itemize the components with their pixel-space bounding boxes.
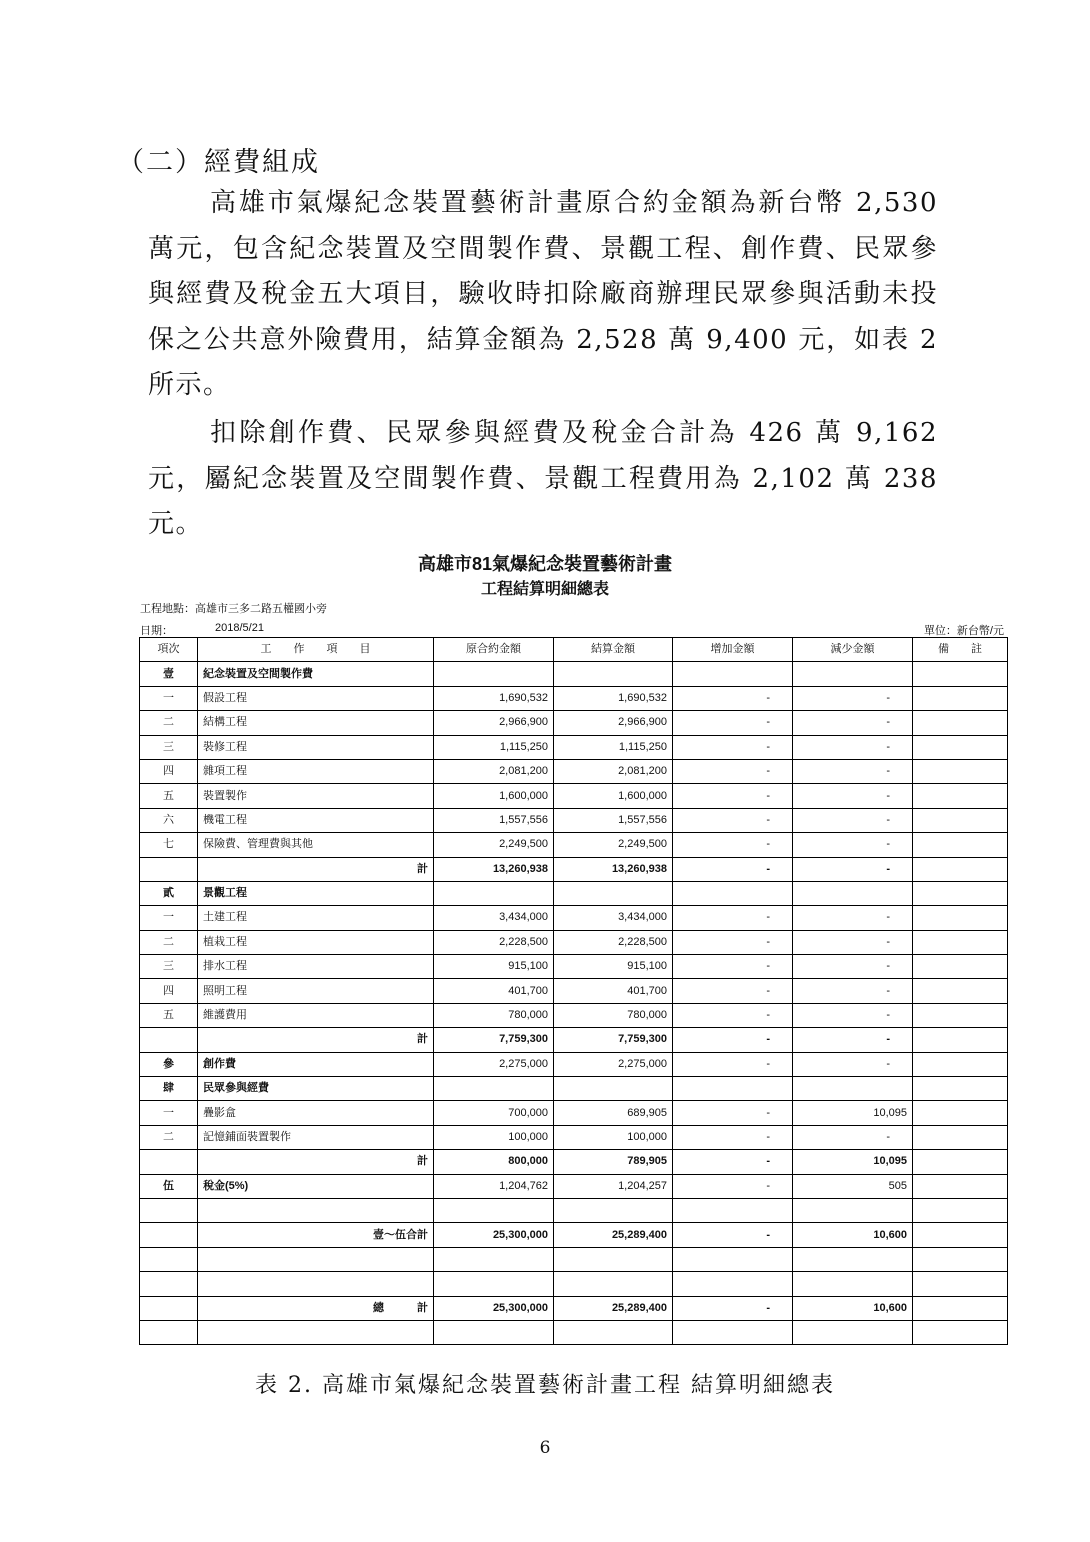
item-no-cell — [140, 1198, 198, 1222]
item-no-cell: 五 — [140, 1003, 198, 1027]
table-row — [140, 1223, 1008, 1247]
decrease-amount-cell: 10,095 — [793, 1150, 913, 1174]
original-amount-cell: 1,115,250 — [434, 735, 554, 759]
table-row — [140, 906, 1008, 930]
table-row — [140, 833, 1008, 857]
table-row — [140, 808, 1008, 832]
work-item-cell: 植栽工程 — [198, 930, 434, 954]
table-row — [140, 1272, 1008, 1296]
decrease-amount-cell: - — [793, 857, 913, 881]
settled-amount-cell: 3,434,000 — [554, 906, 673, 930]
settled-amount-cell: 2,081,200 — [554, 759, 673, 783]
table-row — [140, 1150, 1008, 1174]
item-no-cell: 肆 — [140, 1077, 198, 1101]
settled-amount-cell: 1,557,556 — [554, 808, 673, 832]
item-no-cell: 二 — [140, 930, 198, 954]
work-item-cell: 計 — [198, 857, 434, 881]
original-amount-cell: 401,700 — [434, 979, 554, 1003]
original-amount-cell: 800,000 — [434, 1150, 554, 1174]
work-item-cell: 假設工程 — [198, 686, 434, 710]
settled-amount-cell — [554, 1320, 673, 1344]
work-item-cell: 總 計 — [198, 1296, 434, 1320]
work-item-cell: 照明工程 — [198, 979, 434, 1003]
table-row — [140, 1198, 1008, 1222]
increase-amount-cell — [673, 662, 793, 686]
header-remarks: 備 註 — [913, 638, 1008, 662]
decrease-amount-cell — [793, 1077, 913, 1101]
settled-amount-cell — [554, 1198, 673, 1222]
settled-amount-cell: 915,100 — [554, 955, 673, 979]
table-row — [140, 686, 1008, 710]
item-no-cell: 三 — [140, 955, 198, 979]
work-item-cell — [198, 1272, 434, 1296]
decrease-amount-cell: - — [793, 955, 913, 979]
increase-amount-cell — [673, 881, 793, 905]
table-row — [140, 1077, 1008, 1101]
increase-amount-cell: - — [673, 979, 793, 1003]
work-item-cell: 保險費、管理費與其他 — [198, 833, 434, 857]
date-label: 日期： — [140, 625, 173, 637]
decrease-amount-cell: 505 — [793, 1174, 913, 1198]
remarks-cell — [913, 979, 1008, 1003]
decrease-amount-cell: - — [793, 686, 913, 710]
table-row — [140, 784, 1008, 808]
work-item-cell: 計 — [198, 1150, 434, 1174]
original-amount-cell: 7,759,300 — [434, 1028, 554, 1052]
increase-amount-cell: - — [673, 1003, 793, 1027]
increase-amount-cell: - — [673, 686, 793, 710]
original-amount-cell: 915,100 — [434, 955, 554, 979]
original-amount-cell — [434, 1247, 554, 1271]
table-row — [140, 1052, 1008, 1076]
increase-amount-cell — [673, 1077, 793, 1101]
original-amount-cell: 1,690,532 — [434, 686, 554, 710]
original-amount-cell — [434, 1272, 554, 1296]
decrease-amount-cell: - — [793, 979, 913, 1003]
table-row — [140, 759, 1008, 783]
item-no-cell — [140, 1272, 198, 1296]
item-no-cell: 伍 — [140, 1174, 198, 1198]
table-row — [140, 1125, 1008, 1149]
increase-amount-cell — [673, 1272, 793, 1296]
work-item-cell — [198, 1320, 434, 1344]
increase-amount-cell — [673, 1320, 793, 1344]
table-row — [140, 1028, 1008, 1052]
increase-amount-cell — [673, 1198, 793, 1222]
settled-amount-cell: 2,249,500 — [554, 833, 673, 857]
original-amount-cell: 25,300,000 — [434, 1296, 554, 1320]
decrease-amount-cell: - — [793, 1003, 913, 1027]
decrease-amount-cell: - — [793, 759, 913, 783]
table-row — [140, 1296, 1008, 1320]
increase-amount-cell: - — [673, 930, 793, 954]
table-row — [140, 1247, 1008, 1271]
increase-amount-cell: - — [673, 1296, 793, 1320]
table-subtitle: 工程結算明細總表 — [480, 581, 609, 598]
decrease-amount-cell: - — [793, 735, 913, 759]
table-row — [140, 979, 1008, 1003]
remarks-cell — [913, 1101, 1008, 1125]
original-amount-cell — [434, 1320, 554, 1344]
item-no-cell — [140, 1247, 198, 1271]
remarks-cell — [913, 662, 1008, 686]
settled-amount-cell: 1,204,257 — [554, 1174, 673, 1198]
settled-amount-cell — [554, 1247, 673, 1271]
work-item-cell — [198, 1247, 434, 1271]
remarks-cell — [913, 881, 1008, 905]
original-amount-cell — [434, 1198, 554, 1222]
decrease-amount-cell: 10,095 — [793, 1101, 913, 1125]
decrease-amount-cell: - — [793, 906, 913, 930]
increase-amount-cell: - — [673, 1052, 793, 1076]
work-item-cell: 記憶鋪面裝置製作 — [198, 1125, 434, 1149]
project-site: 工程地點：高雄市三多二路五權國小旁 — [140, 603, 327, 615]
table-row — [140, 1003, 1008, 1027]
increase-amount-cell: - — [673, 1150, 793, 1174]
increase-amount-cell: - — [673, 906, 793, 930]
remarks-cell — [913, 930, 1008, 954]
work-item-cell: 維護費用 — [198, 1003, 434, 1027]
remarks-cell — [913, 1003, 1008, 1027]
increase-amount-cell: - — [673, 857, 793, 881]
remarks-cell — [913, 1028, 1008, 1052]
remarks-cell — [913, 1296, 1008, 1320]
table-row — [140, 955, 1008, 979]
item-no-cell: 五 — [140, 784, 198, 808]
increase-amount-cell: - — [673, 711, 793, 735]
original-amount-cell — [434, 1077, 554, 1101]
decrease-amount-cell — [793, 662, 913, 686]
item-no-cell: 一 — [140, 1101, 198, 1125]
remarks-cell — [913, 857, 1008, 881]
increase-amount-cell: - — [673, 784, 793, 808]
increase-amount-cell: - — [673, 735, 793, 759]
work-item-cell: 景觀工程 — [198, 881, 434, 905]
original-amount-cell: 2,966,900 — [434, 711, 554, 735]
settled-amount-cell: 13,260,938 — [554, 857, 673, 881]
remarks-cell — [913, 759, 1008, 783]
section-heading: （二）經費組成 — [117, 147, 320, 178]
settled-amount-cell — [554, 1272, 673, 1296]
settled-amount-cell — [554, 662, 673, 686]
decrease-amount-cell: - — [793, 930, 913, 954]
increase-amount-cell: - — [673, 759, 793, 783]
item-no-cell: 二 — [140, 711, 198, 735]
increase-amount-cell: - — [673, 955, 793, 979]
remarks-cell — [913, 1272, 1008, 1296]
table-row — [140, 1174, 1008, 1198]
item-no-cell: 四 — [140, 759, 198, 783]
item-no-cell: 四 — [140, 979, 198, 1003]
increase-amount-cell: - — [673, 833, 793, 857]
header-increase-amount: 增加金額 — [673, 638, 793, 662]
settled-amount-cell: 25,289,400 — [554, 1223, 673, 1247]
settled-amount-cell: 25,289,400 — [554, 1296, 673, 1320]
item-no-cell — [140, 1223, 198, 1247]
item-no-cell: 貳 — [140, 881, 198, 905]
item-no-cell: 七 — [140, 833, 198, 857]
table-title: 高雄市81氣爆紀念裝置藝術計畫 — [417, 554, 673, 574]
increase-amount-cell: - — [673, 1028, 793, 1052]
decrease-amount-cell — [793, 1198, 913, 1222]
remarks-cell — [913, 1052, 1008, 1076]
work-item-cell: 機電工程 — [198, 808, 434, 832]
decrease-amount-cell: - — [793, 711, 913, 735]
original-amount-cell: 1,557,556 — [434, 808, 554, 832]
remarks-cell — [913, 784, 1008, 808]
item-no-cell — [140, 1320, 198, 1344]
remarks-cell — [913, 1125, 1008, 1149]
settled-amount-cell: 401,700 — [554, 979, 673, 1003]
item-no-cell — [140, 1028, 198, 1052]
decrease-amount-cell: - — [793, 784, 913, 808]
decrease-amount-cell: 10,600 — [793, 1223, 913, 1247]
date-value: 2018/5/21 — [215, 622, 264, 634]
remarks-cell — [913, 1320, 1008, 1344]
remarks-cell — [913, 735, 1008, 759]
decrease-amount-cell: - — [793, 833, 913, 857]
original-amount-cell: 1,204,762 — [434, 1174, 554, 1198]
header-original-amount: 原合約金額 — [434, 638, 554, 662]
header-item-no: 項次 — [140, 638, 198, 662]
decrease-amount-cell — [793, 1247, 913, 1271]
work-item-cell: 疊影盒 — [198, 1101, 434, 1125]
item-no-cell — [140, 857, 198, 881]
remarks-cell — [913, 1247, 1008, 1271]
increase-amount-cell: - — [673, 1125, 793, 1149]
work-item-cell — [198, 1198, 434, 1222]
header-settled-amount: 結算金額 — [554, 638, 673, 662]
work-item-cell: 創作費 — [198, 1052, 434, 1076]
settled-amount-cell: 789,905 — [554, 1150, 673, 1174]
settled-amount-cell: 1,115,250 — [554, 735, 673, 759]
body-paragraph-1: 高雄市氣爆紀念裝置藝術計畫原合約金額為新台幣 2,530 萬元，包含紀念裝置及空間製作費、景觀工程、創作費、民眾參與經費及稅金五大項目，驗收時扣除廠商辦理民眾參與活動未投保之公共意外險費用，結算金額為 2,528 萬 9,400 元，如表 2 所示。 — [148, 188, 938, 400]
remarks-cell — [913, 808, 1008, 832]
work-item-cell: 排水工程 — [198, 955, 434, 979]
original-amount-cell: 2,249,500 — [434, 833, 554, 857]
table-row — [140, 1101, 1008, 1125]
decrease-amount-cell — [793, 1272, 913, 1296]
settled-amount-cell: 100,000 — [554, 1125, 673, 1149]
remarks-cell — [913, 686, 1008, 710]
currency-unit: 單位：新台幣/元 — [923, 625, 1004, 637]
original-amount-cell — [434, 662, 554, 686]
decrease-amount-cell: 10,600 — [793, 1296, 913, 1320]
settled-amount-cell — [554, 1077, 673, 1101]
remarks-cell — [913, 1150, 1008, 1174]
table-row — [140, 930, 1008, 954]
remarks-cell — [913, 833, 1008, 857]
work-item-cell: 稅金(5%) — [198, 1174, 434, 1198]
item-no-cell — [140, 1150, 198, 1174]
settled-amount-cell: 2,275,000 — [554, 1052, 673, 1076]
settled-amount-cell: 2,966,900 — [554, 711, 673, 735]
remarks-cell — [913, 1077, 1008, 1101]
item-no-cell: 二 — [140, 1125, 198, 1149]
increase-amount-cell: - — [673, 1101, 793, 1125]
decrease-amount-cell: - — [793, 1052, 913, 1076]
original-amount-cell — [434, 881, 554, 905]
increase-amount-cell — [673, 1247, 793, 1271]
table-row — [140, 662, 1008, 686]
remarks-cell — [913, 955, 1008, 979]
remarks-cell — [913, 906, 1008, 930]
increase-amount-cell: - — [673, 1174, 793, 1198]
remarks-cell — [913, 1223, 1008, 1247]
settled-amount-cell — [554, 881, 673, 905]
work-item-cell: 土建工程 — [198, 906, 434, 930]
original-amount-cell: 780,000 — [434, 1003, 554, 1027]
original-amount-cell: 2,081,200 — [434, 759, 554, 783]
work-item-cell: 紀念裝置及空間製作費 — [198, 662, 434, 686]
item-no-cell: 一 — [140, 686, 198, 710]
settled-amount-cell: 7,759,300 — [554, 1028, 673, 1052]
work-item-cell: 計 — [198, 1028, 434, 1052]
remarks-cell — [913, 1198, 1008, 1222]
header-work-item: 工 作 項 目 — [198, 638, 434, 662]
original-amount-cell: 2,228,500 — [434, 930, 554, 954]
work-item-cell: 裝修工程 — [198, 735, 434, 759]
table-row — [140, 857, 1008, 881]
decrease-amount-cell: - — [793, 1125, 913, 1149]
item-no-cell: 一 — [140, 906, 198, 930]
work-item-cell: 裝置製作 — [198, 784, 434, 808]
table-header-row — [140, 638, 1008, 662]
original-amount-cell: 3,434,000 — [434, 906, 554, 930]
table-row — [140, 881, 1008, 905]
settled-amount-cell: 1,600,000 — [554, 784, 673, 808]
item-no-cell — [140, 1296, 198, 1320]
original-amount-cell: 100,000 — [434, 1125, 554, 1149]
page-number: 6 — [539, 1438, 551, 1458]
decrease-amount-cell — [793, 881, 913, 905]
table-row — [140, 735, 1008, 759]
original-amount-cell: 700,000 — [434, 1101, 554, 1125]
original-amount-cell: 13,260,938 — [434, 857, 554, 881]
remarks-cell — [913, 1174, 1008, 1198]
settled-amount-cell: 780,000 — [554, 1003, 673, 1027]
increase-amount-cell: - — [673, 808, 793, 832]
item-no-cell: 三 — [140, 735, 198, 759]
table-row — [140, 1320, 1008, 1344]
decrease-amount-cell: - — [793, 1028, 913, 1052]
work-item-cell: 民眾參與經費 — [198, 1077, 434, 1101]
item-no-cell: 參 — [140, 1052, 198, 1076]
work-item-cell: 雜項工程 — [198, 759, 434, 783]
original-amount-cell: 1,600,000 — [434, 784, 554, 808]
settlement-table — [139, 637, 1008, 1345]
decrease-amount-cell: - — [793, 808, 913, 832]
decrease-amount-cell — [793, 1320, 913, 1344]
settled-amount-cell: 2,228,500 — [554, 930, 673, 954]
work-item-cell: 壹～伍合計 — [198, 1223, 434, 1247]
increase-amount-cell: - — [673, 1223, 793, 1247]
item-no-cell: 壹 — [140, 662, 198, 686]
item-no-cell: 六 — [140, 808, 198, 832]
remarks-cell — [913, 711, 1008, 735]
original-amount-cell: 2,275,000 — [434, 1052, 554, 1076]
settled-amount-cell: 689,905 — [554, 1101, 673, 1125]
work-item-cell: 結構工程 — [198, 711, 434, 735]
table-row — [140, 711, 1008, 735]
table-caption: 表 2. 高雄市氣爆紀念裝置藝術計畫工程 結算明細總表 — [255, 1373, 835, 1398]
header-decrease-amount: 減少金額 — [793, 638, 913, 662]
original-amount-cell: 25,300,000 — [434, 1223, 554, 1247]
settled-amount-cell: 1,690,532 — [554, 686, 673, 710]
body-paragraph-2: 扣除創作費、民眾參與經費及稅金合計為 426 萬 9,162 元，屬紀念裝置及空間製作費、景觀工程費用為 2,102 萬 238 元。 — [148, 418, 938, 539]
